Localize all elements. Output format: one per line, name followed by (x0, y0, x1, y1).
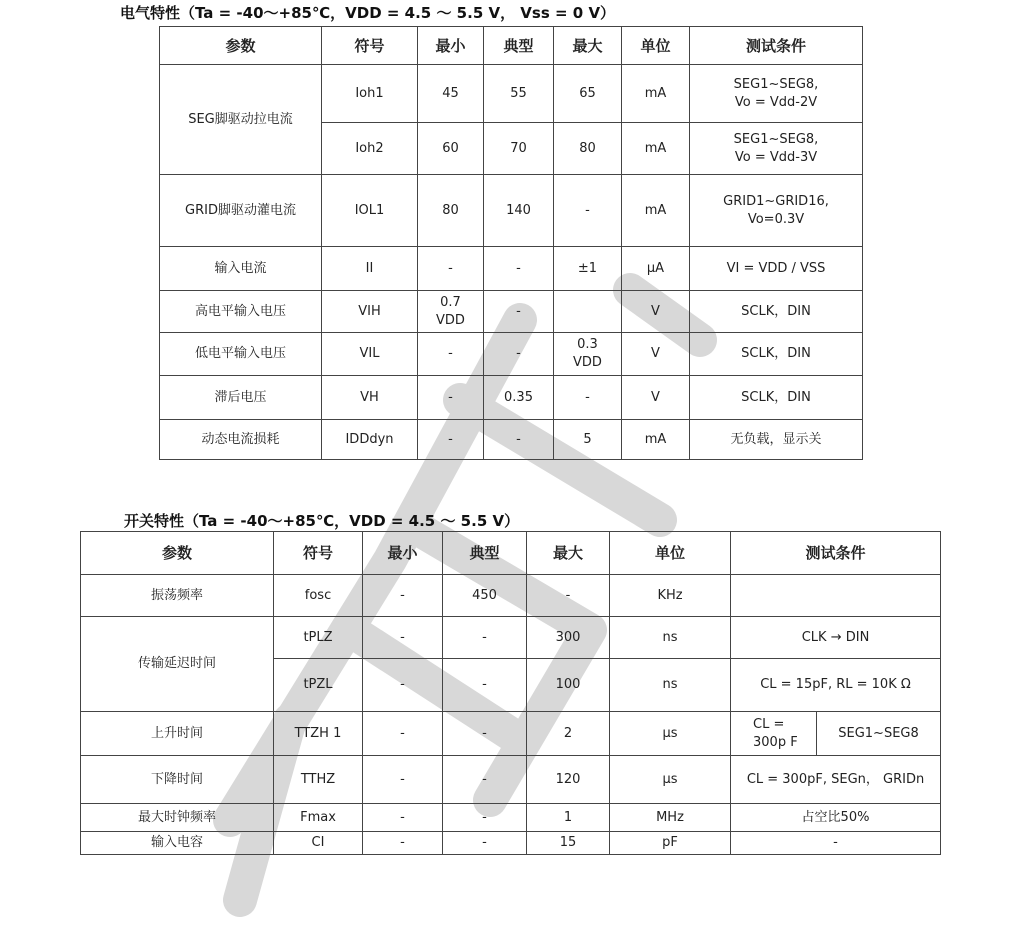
max-cell: 15 (527, 832, 610, 855)
symbol-cell: IOL1 (322, 175, 418, 247)
typ-cell: 55 (484, 65, 554, 123)
max-cell: 100 (527, 659, 610, 712)
unit-cell: mA (622, 175, 690, 247)
typ-cell: - (484, 291, 554, 333)
condition-line: CL = (753, 716, 785, 732)
symbol-cell: VH (322, 376, 418, 420)
table-header-row (160, 27, 863, 65)
min-cell: 60 (418, 123, 484, 175)
condition-cell: SCLK，DIN (690, 376, 863, 420)
unit-cell: pF (610, 832, 731, 855)
min-cell: - (418, 247, 484, 291)
condition-cell: SCLK，DIN (690, 291, 863, 333)
min-cell: - (363, 804, 443, 832)
condition-cell (690, 175, 863, 247)
header-typ: 典型 (484, 27, 554, 65)
param-cell: 上升时间 (81, 712, 274, 756)
max-cell: 80 (554, 123, 622, 175)
typ-cell: - (484, 420, 554, 460)
condition-cell (690, 65, 863, 123)
table-row (81, 804, 941, 832)
typ-cell: - (443, 712, 527, 756)
header-min: 最小 (363, 532, 443, 575)
header-unit: 单位 (610, 532, 731, 575)
symbol-cell: fosc (274, 575, 363, 617)
min-cell: 80 (418, 175, 484, 247)
min-cell (418, 291, 484, 333)
min-cell: - (363, 617, 443, 659)
unit-cell: μs (610, 756, 731, 804)
condition-cell: VI = VDD / VSS (690, 247, 863, 291)
unit-cell: KHz (610, 575, 731, 617)
table-row (81, 575, 941, 617)
param-cell: 低电平输入电压 (160, 333, 322, 376)
typ-cell: - (443, 756, 527, 804)
symbol-cell: VIH (322, 291, 418, 333)
condition-line: 300p F (753, 734, 798, 750)
max-cell: 300 (527, 617, 610, 659)
typ-cell: 140 (484, 175, 554, 247)
symbol-cell: Fmax (274, 804, 363, 832)
min-line: VDD (436, 312, 465, 328)
condition-line: Vo=0.3V (747, 211, 805, 227)
electrical-characteristics-title: 电气特性（Ta = -40～+85℃，VDD = 4.5 ～ 5.5 V， Vss = 0 V） (120, 4, 616, 22)
condition-line: SEG1~SEG8, (733, 76, 819, 92)
table-row (81, 617, 941, 659)
table-row (160, 291, 863, 333)
param-cell: 输入电流 (160, 247, 322, 291)
param-cell: 振荡频率 (81, 575, 274, 617)
typ-cell: - (484, 333, 554, 376)
unit-cell: MHz (610, 804, 731, 832)
table-row (160, 376, 863, 420)
table-row (81, 712, 941, 756)
max-cell: 1 (527, 804, 610, 832)
condition-cell: SCLK，DIN (690, 333, 863, 376)
unit-cell: mA (622, 420, 690, 460)
unit-cell: μs (610, 712, 731, 756)
max-cell (554, 291, 622, 333)
condition-cell: CL = 300pF, SEGn， GRIDn (731, 756, 941, 804)
condition-line: Vo = Vdd-2V (734, 94, 818, 110)
unit-cell: V (622, 333, 690, 376)
unit-cell: mA (622, 123, 690, 175)
condition-cell: 无负载，显示关 (690, 420, 863, 460)
header-min: 最小 (418, 27, 484, 65)
table-row (81, 832, 941, 855)
typ-cell: - (443, 617, 527, 659)
typ-cell: 450 (443, 575, 527, 617)
max-cell: - (554, 376, 622, 420)
table-row (160, 65, 863, 123)
max-cell: 2 (527, 712, 610, 756)
header-symbol: 符号 (322, 27, 418, 65)
symbol-cell: IDDdyn (322, 420, 418, 460)
symbol-cell: TTZH 1 (274, 712, 363, 756)
typ-cell: - (443, 659, 527, 712)
min-cell: - (363, 575, 443, 617)
unit-cell: ns (610, 659, 731, 712)
table-header-row (81, 532, 941, 575)
header-max: 最大 (527, 532, 610, 575)
min-cell: 45 (418, 65, 484, 123)
max-cell: 120 (527, 756, 610, 804)
param-cell: 下降时间 (81, 756, 274, 804)
param-cell: SEG脚驱动拉电流 (160, 65, 322, 175)
min-cell: - (418, 333, 484, 376)
min-cell: - (418, 420, 484, 460)
typ-cell: - (443, 804, 527, 832)
header-condition: 测试条件 (690, 27, 863, 65)
table-row (160, 333, 863, 376)
condition-cell-b: SEG1~SEG8 (817, 712, 941, 756)
header-param: 参数 (160, 27, 322, 65)
typ-cell: - (443, 832, 527, 855)
unit-cell: mA (622, 65, 690, 123)
table-row (160, 247, 863, 291)
condition-cell: CL = 15pF, RL = 10K Ω (731, 659, 941, 712)
header-max: 最大 (554, 27, 622, 65)
header-symbol: 符号 (274, 532, 363, 575)
param-cell: 传输延迟时间 (81, 617, 274, 712)
min-cell: - (363, 832, 443, 855)
max-cell: - (527, 575, 610, 617)
symbol-cell: CI (274, 832, 363, 855)
typ-cell: 70 (484, 123, 554, 175)
param-cell: 输入电容 (81, 832, 274, 855)
symbol-cell: Ioh1 (322, 65, 418, 123)
max-line: VDD (573, 355, 602, 370)
symbol-cell: Ioh2 (322, 123, 418, 175)
min-cell: - (363, 659, 443, 712)
unit-cell: V (622, 291, 690, 333)
param-cell: GRID脚驱动灌电流 (160, 175, 322, 247)
switching-characteristics-title: 开关特性（Ta = -40～+85℃，VDD = 4.5 ～ 5.5 V） (124, 512, 520, 530)
max-cell: 65 (554, 65, 622, 123)
typ-cell: 0.35 (484, 376, 554, 420)
condition-line: GRID1~GRID16, (723, 193, 829, 209)
param-cell: 滞后电压 (160, 376, 322, 420)
electrical-characteristics-table (159, 26, 863, 460)
param-cell: 最大时钟频率 (81, 804, 274, 832)
condition-cell-a (731, 712, 817, 756)
min-cell: - (363, 756, 443, 804)
table-row (160, 420, 863, 460)
typ-cell: - (484, 247, 554, 291)
max-cell: - (554, 175, 622, 247)
max-cell (554, 333, 622, 376)
header-condition: 测试条件 (731, 532, 941, 575)
symbol-cell: TTHZ (274, 756, 363, 804)
unit-cell: V (622, 376, 690, 420)
condition-cell (690, 123, 863, 175)
symbol-cell: II (322, 247, 418, 291)
condition-cell: CLK → DIN (731, 617, 941, 659)
condition-line: SEG1~SEG8, (733, 131, 819, 147)
table-row (81, 756, 941, 804)
condition-cell: 占空比50% (731, 804, 941, 832)
max-line: 0.3 (577, 337, 598, 352)
header-param: 参数 (81, 532, 274, 575)
min-line: 0.7 (440, 294, 461, 310)
min-cell: - (418, 376, 484, 420)
condition-line: Vo = Vdd-3V (734, 149, 818, 165)
symbol-cell: tPZL (274, 659, 363, 712)
symbol-cell: VIL (322, 333, 418, 376)
condition-cell: - (731, 832, 941, 855)
max-cell: ±1 (554, 247, 622, 291)
header-unit: 单位 (622, 27, 690, 65)
param-cell: 高电平输入电压 (160, 291, 322, 333)
unit-cell: μA (622, 247, 690, 291)
max-cell: 5 (554, 420, 622, 460)
condition-cell (731, 575, 941, 617)
symbol-cell: tPLZ (274, 617, 363, 659)
switching-characteristics-table (80, 531, 941, 855)
param-cell: 动态电流损耗 (160, 420, 322, 460)
header-typ: 典型 (443, 532, 527, 575)
min-cell: - (363, 712, 443, 756)
unit-cell: ns (610, 617, 731, 659)
table-row (160, 175, 863, 247)
